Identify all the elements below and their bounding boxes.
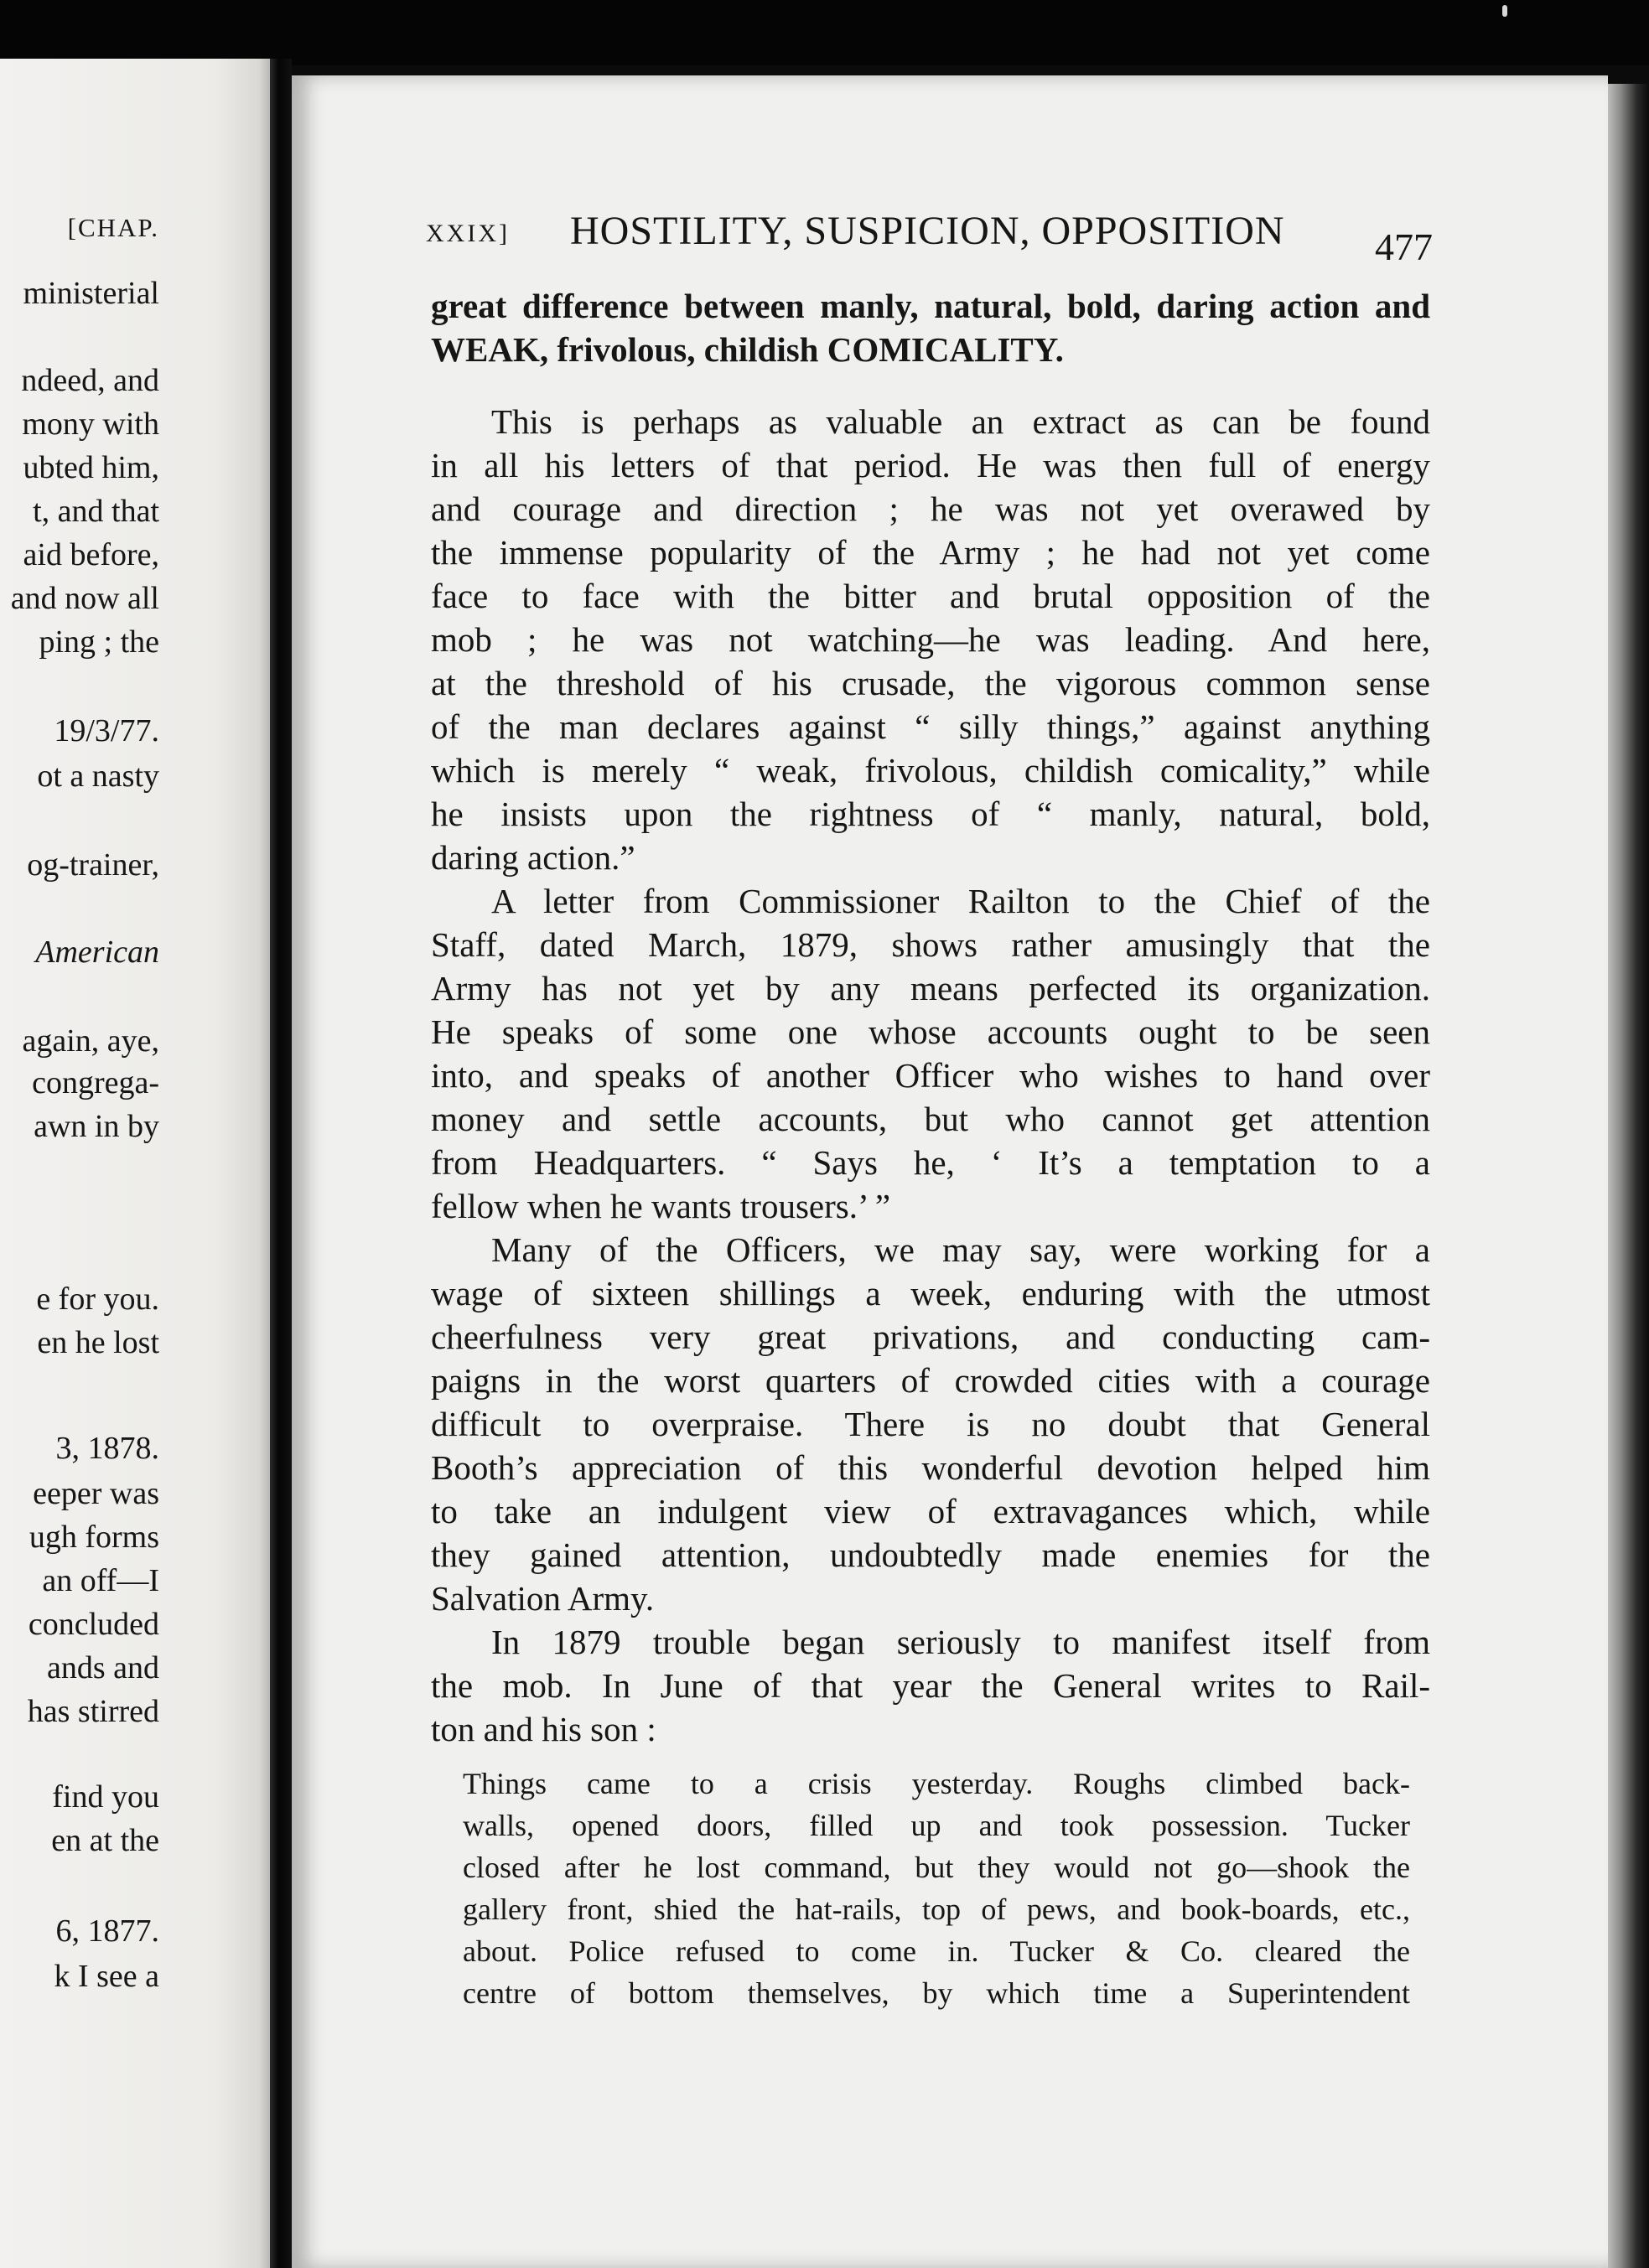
body-line: face to face with the bitter and brutal opposition of the xyxy=(431,577,1430,615)
left-page-line: American xyxy=(35,935,159,970)
quote-line: centre of bottom themselves, by which time a Superintendent xyxy=(463,1976,1410,2010)
book-gutter xyxy=(270,59,292,2268)
left-page-line: has stirred xyxy=(27,1694,159,1729)
left-page-line: ndeed, and xyxy=(21,363,159,398)
body-line: he insists upon the rightness of “ manly, natural, bold, xyxy=(431,795,1430,833)
scan-top-border xyxy=(0,0,1649,65)
body-line: in all his letters of that period. He was then full of energy xyxy=(431,446,1430,484)
left-page-line: ot a nasty xyxy=(37,759,159,794)
left-page-line: 3, 1878. xyxy=(55,1431,159,1466)
left-page-line: 19/3/77. xyxy=(54,713,159,748)
body-line: Booth’s appreciation of this wonderful devotion helped him xyxy=(431,1448,1430,1487)
left-page-line: t, and that xyxy=(33,494,159,529)
body-line: the immense popularity of the Army ; he had not yet come xyxy=(431,533,1430,572)
body-line: money and settle accounts, but who cannot get attention xyxy=(431,1100,1430,1138)
scan-dust-speck xyxy=(1502,5,1507,17)
left-page-line: aid before, xyxy=(23,537,159,572)
body-line: WEAK, frivolous, childish COMICALITY. xyxy=(431,330,1064,369)
body-line: Army has not yet by any means perfected its organization. xyxy=(431,969,1430,1007)
page-number: 477 xyxy=(1375,225,1433,268)
body-line: they gained attention, undoubtedly made enemies for the xyxy=(431,1535,1430,1574)
quote-line: gallery front, shied the hat-rails, top of pews, and book-boards, etc., xyxy=(463,1893,1410,1926)
body-line: cheerfulness very great privations, and conducting cam- xyxy=(431,1318,1430,1356)
left-page-line: ands and xyxy=(46,1650,159,1685)
body-line: paigns in the worst quarters of crowded cities with a courage xyxy=(431,1361,1430,1400)
quote-line: closed after he lost command, but they would not go—shook the xyxy=(463,1851,1410,1884)
left-page-line: an off—I xyxy=(42,1563,159,1598)
body-line: Many of the Officers, we may say, were working for a xyxy=(491,1230,1430,1269)
left-page-line: [CHAP. xyxy=(67,213,159,242)
left-page-line: ugh forms xyxy=(29,1520,159,1555)
body-line: A letter from Commissioner Railton to the Chief of the xyxy=(491,882,1430,920)
left-page-line: find you xyxy=(52,1779,159,1815)
left-page-line: and now all xyxy=(10,581,159,616)
left-page-line: concluded xyxy=(28,1607,159,1642)
quote-line: Things came to a crisis yesterday. Roughs climbed back- xyxy=(463,1767,1410,1800)
body-line: This is perhaps as valuable an extract as can be found xyxy=(491,402,1430,441)
body-line: He speaks of some one whose accounts ought to be seen xyxy=(431,1012,1430,1051)
body-line: which is merely “ weak, frivolous, childish comicality,” while xyxy=(431,751,1430,790)
page-edge-shadow xyxy=(1608,84,1649,2268)
running-head-chapter: XXIX] xyxy=(426,220,510,247)
body-line: the mob. In June of that year the General writes to Rail- xyxy=(431,1666,1430,1705)
left-page-line: e for you. xyxy=(36,1282,159,1317)
left-page-line: mony with xyxy=(22,406,159,442)
body-line: great difference between manly, natural, bold, daring action and xyxy=(431,287,1430,325)
left-page-line: 6, 1877. xyxy=(55,1913,159,1949)
left-page-line: en he lost xyxy=(37,1325,159,1360)
left-page-line: en at the xyxy=(51,1823,159,1858)
left-page-line: eeper was xyxy=(33,1476,159,1511)
body-line: fellow when he wants trousers.’ ” xyxy=(431,1187,891,1225)
body-line: In 1879 trouble began seriously to manifest itself from xyxy=(491,1623,1430,1661)
quote-line: about. Police refused to come in. Tucker & Co. cleared the xyxy=(463,1934,1410,1968)
left-page-line: awn in by xyxy=(34,1109,159,1144)
body-line: daring action.” xyxy=(431,838,635,877)
body-line: into, and speaks of another Officer who wishes to hand over xyxy=(431,1056,1430,1095)
body-line: to take an indulgent view of extravagances which, while xyxy=(431,1492,1430,1530)
left-page-line: ubted him, xyxy=(23,450,159,485)
left-page-line: again, aye, xyxy=(22,1023,159,1059)
left-page-line: og-trainer, xyxy=(27,847,159,883)
body-line: ton and his son : xyxy=(431,1710,656,1748)
body-line: at the threshold of his crusade, the vigorous common sense xyxy=(431,664,1430,702)
body-line: and courage and direction ; he was not yet overawed by xyxy=(431,489,1430,528)
left-page-line: congrega- xyxy=(32,1065,159,1100)
running-head-title: HOSTILITY, SUSPICION, OPPOSITION xyxy=(570,209,1285,253)
body-line: mob ; he was not watching—he was leading. And here, xyxy=(431,620,1430,659)
body-line: wage of sixteen shillings a week, enduring with the utmost xyxy=(431,1274,1430,1313)
body-line: difficult to overpraise. There is no doubt that General xyxy=(431,1405,1430,1443)
previous-page-fragment xyxy=(0,59,270,2268)
body-line: Salvation Army. xyxy=(431,1579,655,1618)
quote-line: walls, opened doors, filled up and took possession. Tucker xyxy=(463,1809,1410,1842)
body-line: Staff, dated March, 1879, shows rather amusingly that the xyxy=(431,925,1430,964)
left-page-line: ping ; the xyxy=(39,624,159,660)
left-page-line: k I see a xyxy=(54,1959,159,1994)
left-page-line: ministerial xyxy=(23,276,159,311)
body-line: of the man declares against “ silly things,” against anything xyxy=(431,707,1430,746)
body-line: from Headquarters. “ Says he, ‘ It’s a temptation to a xyxy=(431,1143,1430,1182)
